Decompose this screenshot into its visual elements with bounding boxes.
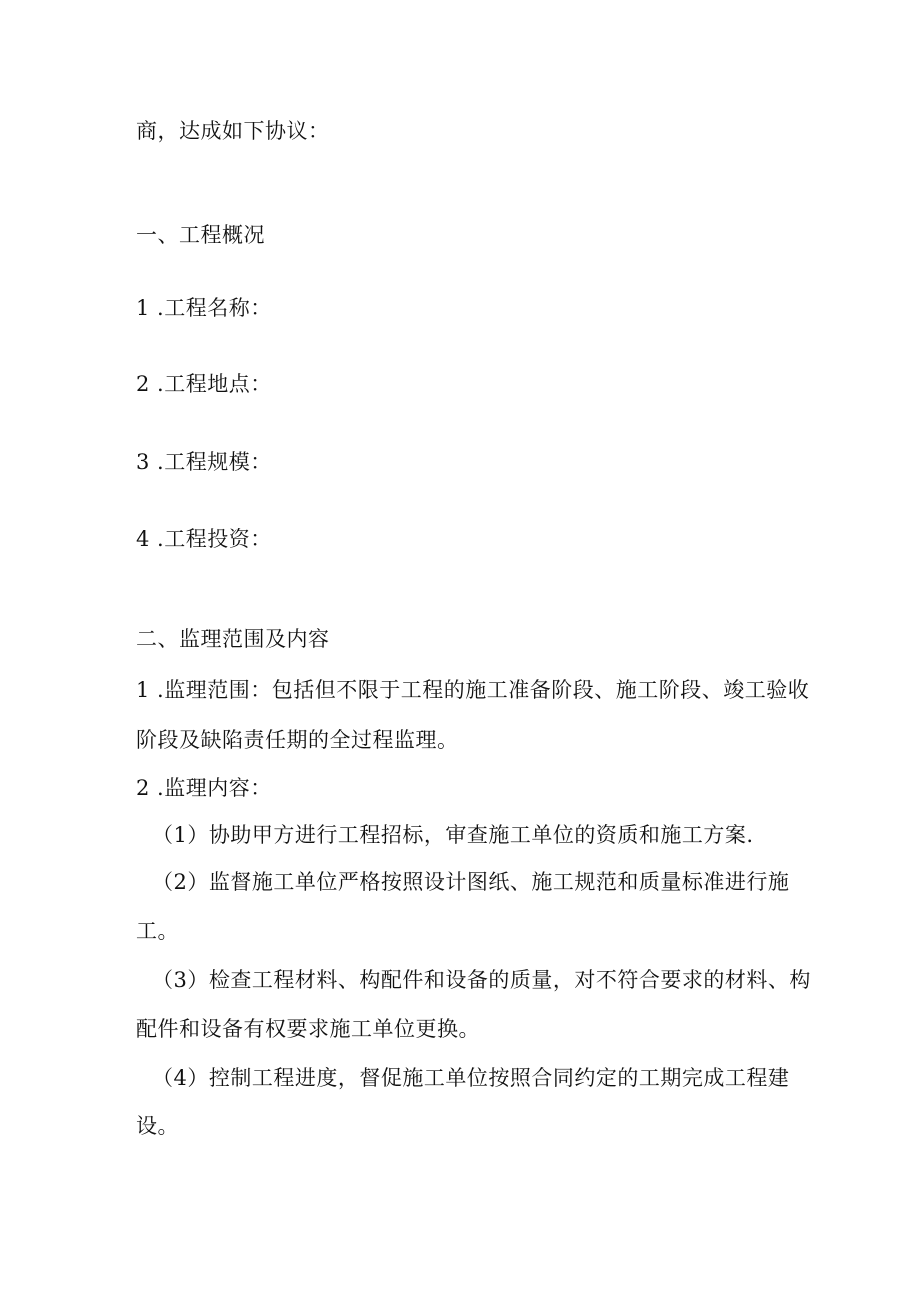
content-item-4-continued: 设。	[136, 1114, 179, 1138]
content-item-4: （4）控制工程进度，督促施工单位按照合同约定的工期完成工程建	[152, 1066, 790, 1090]
intro-text: 商，达成如下协议：	[136, 119, 330, 143]
item-project-name: 1 .工程名称：	[136, 296, 272, 320]
content-item-2-continued: 工。	[136, 919, 179, 943]
content-item-1: （1）协助甲方进行工程招标，审查施工单位的资质和施工方案.	[152, 823, 754, 847]
content-item-3: （3）检查工程材料、构配件和设备的质量，对不符合要求的材料、构	[152, 968, 811, 992]
item-project-scale: 3 .工程规模：	[136, 450, 272, 474]
content-item-2: （2）监督施工单位严格按照设计图纸、施工规范和质量标准进行施	[152, 870, 790, 894]
section-heading-overview: 一、工程概况	[136, 223, 265, 247]
content-item-3-continued: 配件和设备有权要求施工单位更换。	[136, 1017, 480, 1041]
item-project-investment: 4 .工程投资：	[136, 527, 272, 551]
section-heading-supervision: 二、监理范围及内容	[136, 627, 330, 651]
content-label: 2 .监理内容：	[136, 776, 272, 800]
scope-line-1: 1 .监理范围：包括但不限于工程的施工准备阶段、施工阶段、竣工验收	[136, 678, 810, 702]
item-project-location: 2 .工程地点：	[136, 372, 272, 396]
scope-line-2: 阶段及缺陷责任期的全过程监理。	[136, 728, 459, 752]
